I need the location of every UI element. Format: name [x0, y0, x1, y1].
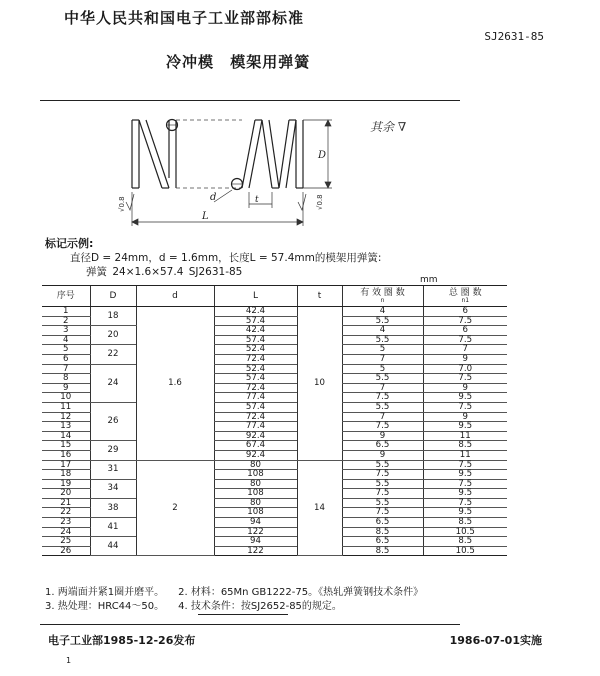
cell-seq: 13	[42, 422, 90, 432]
cell-seq: 22	[42, 508, 90, 518]
document-title: 冷冲模 模架用弹簧	[166, 53, 311, 71]
cell-seq: 15	[42, 441, 90, 451]
table-row	[42, 402, 507, 412]
spring-left-section	[132, 120, 178, 189]
cell-L: 57.4	[214, 402, 297, 412]
cell-d: 2	[136, 460, 214, 556]
cell-seq: 17	[42, 460, 90, 470]
example-line-2: 弹簧 24×1.6×57.4 SJ2631-85	[86, 266, 243, 278]
table-header-row	[42, 286, 507, 307]
cell-seq: 1	[42, 307, 90, 317]
cell-total-coils: 9.5	[423, 489, 507, 499]
cell-effective-coils: 7.5	[342, 470, 423, 480]
cell-D: 44	[90, 537, 136, 556]
cell-total-coils: 9	[423, 412, 507, 422]
table-body	[42, 307, 507, 556]
cell-effective-coils: 5.5	[342, 460, 423, 470]
cell-effective-coils: 5.5	[342, 498, 423, 508]
cell-effective-coils: 5.5	[342, 479, 423, 489]
cell-L: 80	[214, 479, 297, 489]
cell-effective-coils: 7	[342, 354, 423, 364]
cell-total-coils: 7.5	[423, 402, 507, 412]
cell-d: 1.6	[136, 307, 214, 461]
footer-rule	[40, 624, 460, 625]
label-D: D	[318, 150, 327, 161]
cell-total-coils: 9.5	[423, 470, 507, 480]
cell-total-coils: 9	[423, 383, 507, 393]
cell-total-coils: 10.5	[423, 546, 507, 556]
cell-effective-coils: 6.5	[342, 518, 423, 528]
cell-seq: 14	[42, 431, 90, 441]
header-t: t	[297, 286, 342, 307]
finish-left-label: √0.8	[118, 196, 126, 212]
cell-L: 52.4	[214, 345, 297, 355]
table-row	[42, 364, 507, 374]
cell-seq: 25	[42, 537, 90, 547]
cell-total-coils: 7.5	[423, 498, 507, 508]
cell-seq: 26	[42, 546, 90, 556]
header-D: D	[90, 286, 136, 307]
cell-effective-coils: 7.5	[342, 393, 423, 403]
cell-seq: 16	[42, 450, 90, 460]
cell-seq: 8	[42, 374, 90, 384]
page-number: 1	[66, 656, 72, 665]
cell-D: 31	[90, 460, 136, 479]
cell-effective-coils: 5.5	[342, 402, 423, 412]
finish-right-label: √0.8	[316, 194, 324, 210]
cell-effective-coils: 8.5	[342, 546, 423, 556]
table-row	[42, 441, 507, 451]
handwritten-note: 其余 ∇	[370, 120, 407, 134]
cell-L: 57.4	[214, 374, 297, 384]
cell-total-coils: 9	[423, 354, 507, 364]
cell-total-coils: 9.5	[423, 393, 507, 403]
table-row	[42, 345, 507, 355]
table-row	[42, 326, 507, 336]
cell-seq: 11	[42, 402, 90, 412]
cell-D: 34	[90, 479, 136, 498]
cell-D: 29	[90, 441, 136, 460]
spec-table	[42, 285, 507, 556]
cell-effective-coils: 6.5	[342, 441, 423, 451]
cell-total-coils: 7.5	[423, 479, 507, 489]
cell-effective-coils: 9	[342, 431, 423, 441]
cell-total-coils: 11	[423, 431, 507, 441]
cell-L: 72.4	[214, 354, 297, 364]
standard-code: SJ2631-85	[484, 30, 544, 43]
label-d: d	[210, 192, 217, 203]
table-row	[42, 479, 507, 489]
cell-L: 42.4	[214, 326, 297, 336]
cell-total-coils: 6	[423, 326, 507, 336]
cell-seq: 3	[42, 326, 90, 336]
cell-total-coils: 9.5	[423, 422, 507, 432]
cell-seq: 21	[42, 498, 90, 508]
cell-L: 80	[214, 460, 297, 470]
cell-D: 20	[90, 326, 136, 345]
cell-effective-coils: 5.5	[342, 316, 423, 326]
cell-seq: 7	[42, 364, 90, 374]
implemented-date: 1986-07-01实施	[449, 634, 542, 647]
header-total-coils: 总 圈 数 n1	[423, 286, 507, 307]
cell-L: 67.4	[214, 441, 297, 451]
cell-D: 38	[90, 498, 136, 517]
cell-L: 52.4	[214, 364, 297, 374]
dimension-t	[214, 190, 272, 208]
cell-seq: 4	[42, 335, 90, 345]
table-row	[42, 537, 507, 547]
cell-total-coils: 9.5	[423, 508, 507, 518]
published-date: 电子工业部1985-12-26发布	[48, 634, 196, 647]
cell-t: 10	[297, 307, 342, 461]
title-rule	[40, 100, 460, 101]
cell-total-coils: 8.5	[423, 441, 507, 451]
notes-rule	[198, 614, 288, 615]
cell-total-coils: 8.5	[423, 518, 507, 528]
cell-seq: 9	[42, 383, 90, 393]
cell-effective-coils: 4	[342, 326, 423, 336]
cell-seq: 5	[42, 345, 90, 355]
standard-title: 中华人民共和国电子工业部部标准	[64, 9, 305, 27]
cell-total-coils: 8.5	[423, 537, 507, 547]
cell-L: 92.4	[214, 431, 297, 441]
cell-t: 14	[297, 460, 342, 556]
cell-seq: 24	[42, 527, 90, 537]
header-d: d	[136, 286, 214, 307]
cell-seq: 19	[42, 479, 90, 489]
header-seq: 序号	[42, 286, 90, 307]
cell-L: 77.4	[214, 422, 297, 432]
cell-effective-coils: 4	[342, 307, 423, 317]
cell-effective-coils: 5.5	[342, 374, 423, 384]
cell-effective-coils: 7	[342, 412, 423, 422]
label-L: L	[202, 211, 209, 222]
header-effective-coils: 有 效 圈 数 n	[342, 286, 423, 307]
cell-seq: 23	[42, 518, 90, 528]
cell-L: 57.4	[214, 316, 297, 326]
cell-L: 57.4	[214, 335, 297, 345]
example-heading: 标记示例:	[45, 237, 94, 250]
cell-total-coils: 11	[423, 450, 507, 460]
spring-drawing	[92, 106, 348, 232]
spring-hidden-lines	[176, 120, 242, 188]
note-4: 4. 技术条件：按SJ2652-85的规定。	[178, 601, 342, 612]
cell-L: 72.4	[214, 383, 297, 393]
cell-L: 122	[214, 546, 297, 556]
note-2: 2. 材料：65Mn GB1222-75。《热轧弹簧钢技术条件》	[178, 587, 424, 598]
table-row	[42, 498, 507, 508]
surface-finish-right-icon	[298, 194, 306, 210]
cell-seq: 20	[42, 489, 90, 499]
cell-total-coils: 7.5	[423, 374, 507, 384]
cell-seq: 10	[42, 393, 90, 403]
cell-total-coils: 7.0	[423, 364, 507, 374]
cell-L: 108	[214, 508, 297, 518]
cell-L: 92.4	[214, 450, 297, 460]
cell-total-coils: 6	[423, 307, 507, 317]
spring-right-section	[231, 120, 303, 190]
label-t: t	[255, 195, 259, 205]
cell-L: 42.4	[214, 307, 297, 317]
cell-D: 24	[90, 364, 136, 402]
cell-D: 18	[90, 307, 136, 326]
header-L: L	[214, 286, 297, 307]
cell-total-coils: 10.5	[423, 527, 507, 537]
table-row	[42, 460, 507, 470]
cell-D: 22	[90, 345, 136, 364]
cell-effective-coils: 9	[342, 450, 423, 460]
cell-effective-coils: 7	[342, 383, 423, 393]
surface-finish-left-icon	[126, 194, 134, 210]
table-row	[42, 518, 507, 528]
cell-total-coils: 7.5	[423, 316, 507, 326]
cell-seq: 12	[42, 412, 90, 422]
cell-L: 77.4	[214, 393, 297, 403]
cell-seq: 18	[42, 470, 90, 480]
cell-effective-coils: 7.5	[342, 422, 423, 432]
cell-D: 26	[90, 402, 136, 440]
cell-L: 80	[214, 498, 297, 508]
cell-seq: 6	[42, 354, 90, 364]
cell-total-coils: 7	[423, 345, 507, 355]
cell-L: 108	[214, 489, 297, 499]
cell-effective-coils: 6.5	[342, 537, 423, 547]
cell-effective-coils: 7.5	[342, 508, 423, 518]
cell-L: 108	[214, 470, 297, 480]
cell-effective-coils: 5	[342, 345, 423, 355]
note-3: 3. 热处理：HRC44～50。	[45, 601, 165, 612]
unit-label: mm	[420, 275, 438, 285]
cell-L: 94	[214, 518, 297, 528]
cell-L: 72.4	[214, 412, 297, 422]
table-row	[42, 307, 507, 317]
example-line-1: 直径D = 24mm，d = 1.6mm，长度L = 57.4mm的模架用弹簧:	[70, 252, 382, 264]
cell-L: 94	[214, 537, 297, 547]
cell-D: 41	[90, 518, 136, 537]
cell-total-coils: 7.5	[423, 335, 507, 345]
cell-effective-coils: 7.5	[342, 489, 423, 499]
notes-line-2	[45, 597, 342, 612]
cell-effective-coils: 5.5	[342, 335, 423, 345]
cell-L: 122	[214, 527, 297, 537]
cell-effective-coils: 8.5	[342, 527, 423, 537]
cell-effective-coils: 5	[342, 364, 423, 374]
cell-seq: 2	[42, 316, 90, 326]
dimension-L	[132, 192, 303, 226]
cell-total-coils: 7.5	[423, 460, 507, 470]
notes-line-1	[45, 583, 423, 598]
note-1: 1. 两端面并紧1圈并磨平。	[45, 587, 165, 598]
